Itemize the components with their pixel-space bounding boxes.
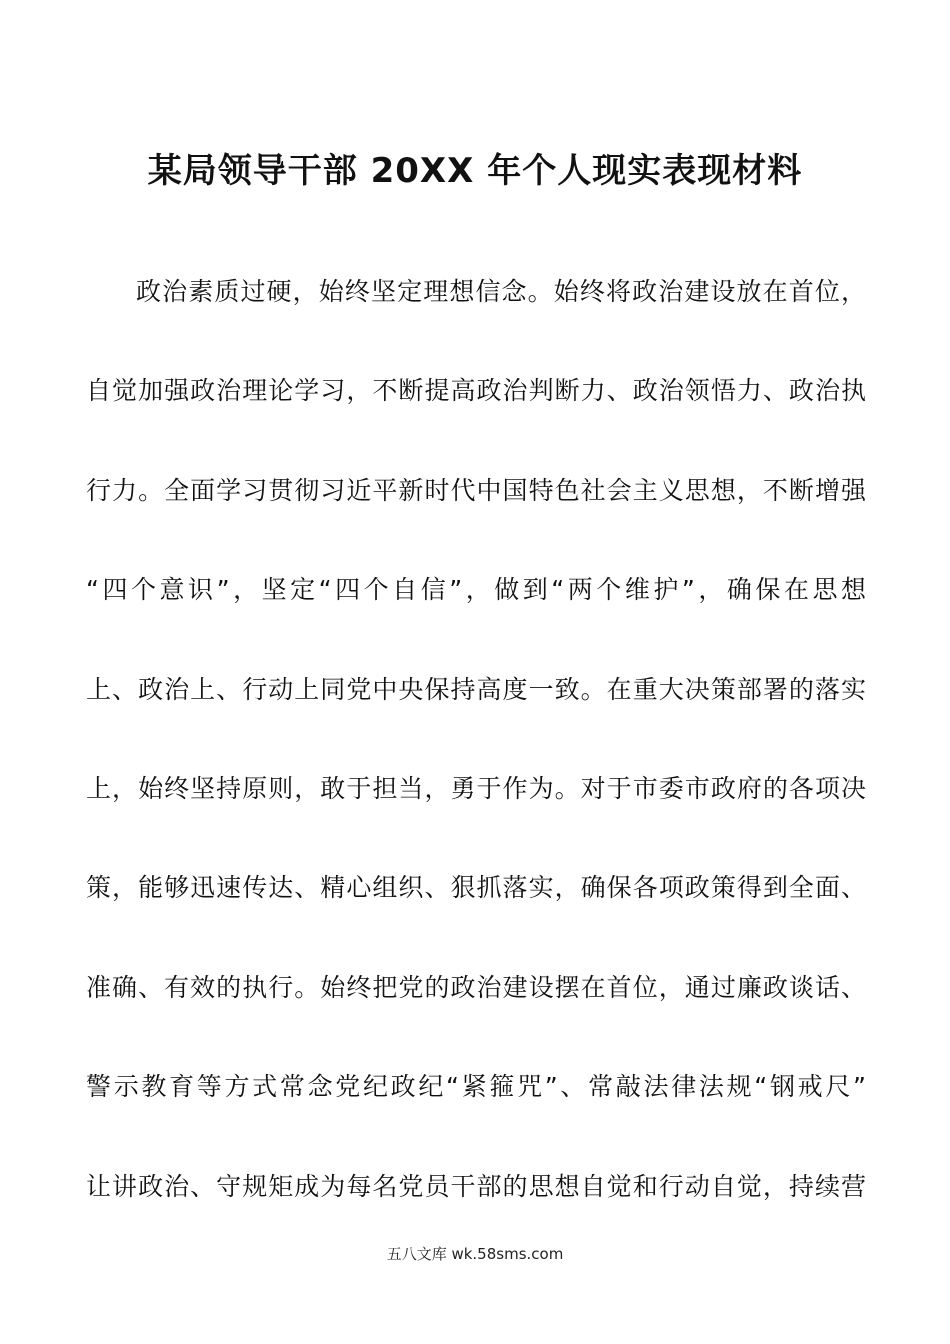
document-title: 某局领导干部 20XX 年个人现实表现材料	[147, 151, 803, 191]
paragraph-line: 上、政治上、行动上同党中央保持高度一致。在重大决策部署的落实	[86, 674, 866, 704]
paragraph-line: 准确、有效的执行。始终把党的政治建设摆在首位，通过廉政谈话、	[86, 972, 866, 1002]
paragraph-line: “四个意识”，坚定“四个自信”，做到“两个维护”，确保在思想	[86, 575, 866, 605]
paragraph-line: 策，能够迅速传达、精心组织、狠抓落实，确保各项政策得到全面、	[86, 873, 866, 903]
paragraph-line: 警示教育等方式常念党纪政纪“紧箍咒”、常敲法律法规“钢戒尺”	[86, 1072, 866, 1102]
footer-watermark: 五八文库 wk.58sms.com	[386, 1245, 564, 1263]
paragraph-line: 自觉加强政治理论学习，不断提高政治判断力、政治领悟力、政治执	[86, 376, 866, 406]
paragraph-line: 行力。全面学习贯彻习近平新时代中国特色社会主义思想，不断增强	[86, 475, 866, 505]
paragraph-line: 让讲政治、守规矩成为每名党员干部的思想自觉和行动自觉，持续营	[86, 1171, 866, 1201]
document-body	[86, 262, 866, 1256]
paragraph-line: 政治素质过硬，始终坚定理想信念。始终将政治建设放在首位，	[136, 277, 866, 306]
paragraph-line: 上，始终坚持原则，敢于担当，勇于作为。对于市委市政府的各项决	[86, 773, 866, 803]
